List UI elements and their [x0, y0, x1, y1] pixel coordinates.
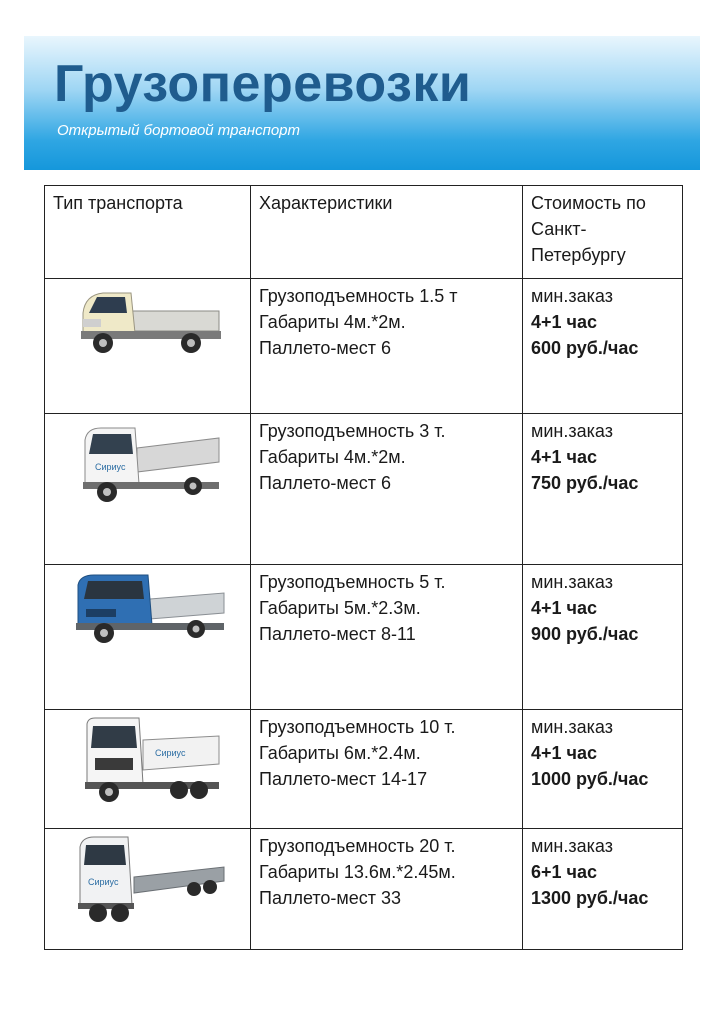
capacity-text: Грузоподъемность 20 т. — [259, 836, 456, 856]
capacity-text: Грузоподъемность 10 т. — [259, 717, 456, 737]
table-header-row — [45, 186, 683, 279]
cost-cell — [523, 710, 683, 829]
min-order-label: мин.заказ — [531, 717, 613, 737]
page-subtitle: Открытый бортовой транспорт — [57, 122, 301, 139]
table-row — [45, 279, 683, 414]
dimensions-text: Габариты 4м.*2м. — [259, 447, 406, 467]
capacity-text: Грузоподъемность 5 т. — [259, 572, 446, 592]
specs-cell — [251, 829, 523, 950]
cost-cell — [523, 414, 683, 565]
svg-text:Сириус: Сириус — [94, 462, 125, 472]
header-cost-line: Санкт- — [531, 219, 587, 239]
transport-image-cell — [45, 414, 251, 565]
small-van-truck-icon — [73, 283, 223, 363]
transport-image-cell — [45, 710, 251, 829]
dimensions-text: Габариты 13.6м.*2.45м. — [259, 862, 456, 882]
transport-image-cell — [45, 565, 251, 710]
min-hours: 6+1 час — [531, 862, 598, 882]
pricing-table — [44, 185, 683, 950]
specs-cell — [251, 414, 523, 565]
header-specs: Характеристики — [251, 186, 523, 279]
min-hours: 4+1 час — [531, 598, 598, 618]
pallets-text: Паллето-мест 14-17 — [259, 769, 428, 789]
header-transport-type: Тип транспорта — [45, 186, 251, 279]
light-truck-icon — [73, 418, 223, 508]
min-hours: 4+1 час — [531, 312, 598, 332]
table-row — [45, 829, 683, 950]
blue-truck-icon — [68, 569, 228, 649]
pallets-text: Паллето-мест 8-11 — [259, 624, 416, 644]
page-title: Грузоперевозки — [54, 55, 472, 113]
dimensions-text: Габариты 4м.*2м. — [259, 312, 406, 332]
semi-trailer-truck-icon — [68, 833, 228, 923]
min-hours: 4+1 час — [531, 447, 598, 467]
min-order-label: мин.заказ — [531, 286, 613, 306]
header-cost-line: Петербургу — [531, 245, 626, 265]
cost-cell — [523, 279, 683, 414]
header-cost-line: Стоимость по — [531, 193, 646, 213]
heavy-truck-icon — [73, 714, 223, 804]
price-per-hour: 1000 руб./час — [531, 769, 649, 789]
price-per-hour: 1300 руб./час — [531, 888, 649, 908]
min-hours: 4+1 час — [531, 743, 598, 763]
min-order-label: мин.заказ — [531, 836, 613, 856]
dimensions-text: Габариты 6м.*2.4м. — [259, 743, 421, 763]
pallets-text: Паллето-мест 33 — [259, 888, 402, 908]
svg-text:Сириус: Сириус — [87, 877, 118, 887]
specs-cell — [251, 279, 523, 414]
price-per-hour: 600 руб./час — [531, 338, 639, 358]
pallets-text: Паллето-мест 6 — [259, 338, 392, 358]
svg-text:Сириус: Сириус — [154, 748, 185, 758]
cost-cell — [523, 565, 683, 710]
min-order-label: мин.заказ — [531, 572, 613, 592]
min-order-label: мин.заказ — [531, 421, 613, 441]
dimensions-text: Габариты 5м.*2.3м. — [259, 598, 421, 618]
capacity-text: Грузоподъемность 1.5 т — [259, 286, 458, 306]
header-banner — [24, 36, 700, 170]
cost-cell — [523, 829, 683, 950]
specs-cell — [251, 710, 523, 829]
transport-image-cell — [45, 279, 251, 414]
price-per-hour: 900 руб./час — [531, 624, 639, 644]
specs-cell — [251, 565, 523, 710]
table-row — [45, 565, 683, 710]
price-per-hour: 750 руб./час — [531, 473, 639, 493]
table-row — [45, 710, 683, 829]
transport-image-cell — [45, 829, 251, 950]
table-row — [45, 414, 683, 565]
capacity-text: Грузоподъемность 3 т. — [259, 421, 446, 441]
header-cost — [523, 186, 683, 279]
pallets-text: Паллето-мест 6 — [259, 473, 392, 493]
